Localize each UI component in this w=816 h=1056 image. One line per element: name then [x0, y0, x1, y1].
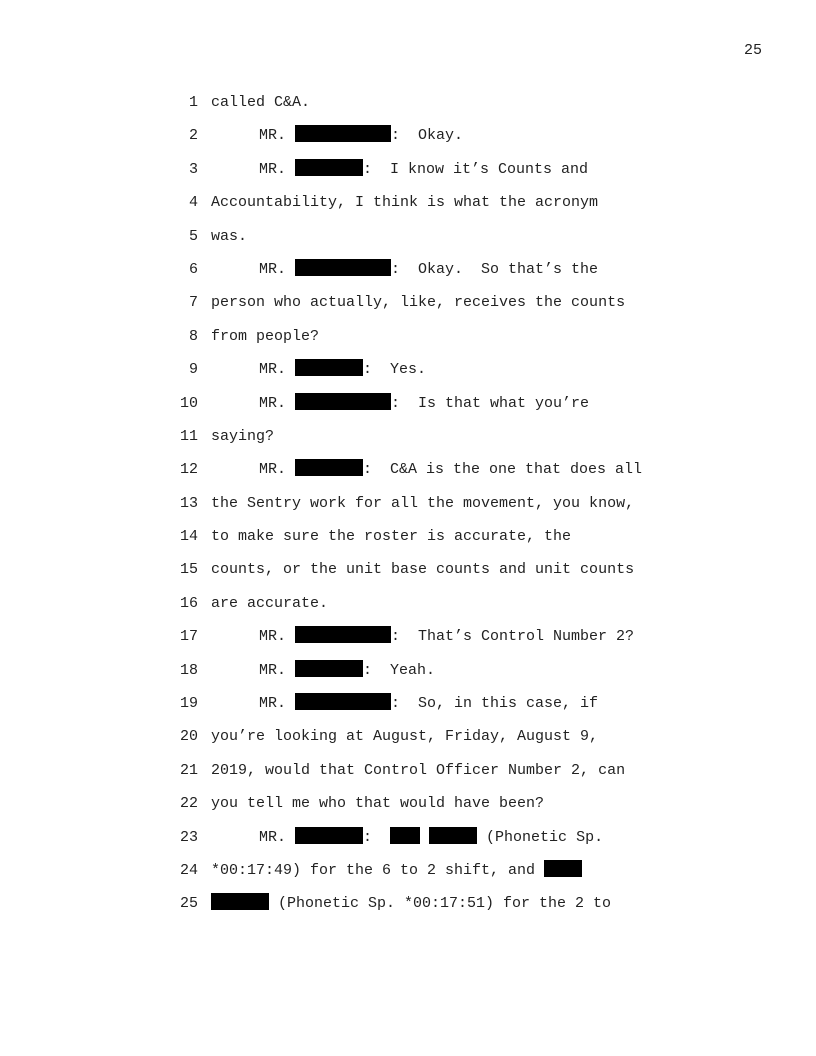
line-text: to make sure the roster is accurate, the — [211, 528, 572, 546]
transcript-line — [0, 526, 816, 559]
line-number: 12 — [179, 461, 198, 479]
redaction-bar — [295, 827, 363, 844]
line-number: 8 — [188, 327, 198, 345]
line-number: 13 — [179, 494, 198, 512]
line-text: counts, or the unit base counts and unit counts — [211, 561, 635, 579]
line-number: 10 — [179, 394, 198, 412]
transcript-line — [0, 159, 816, 192]
redaction-bar — [295, 159, 363, 176]
redaction-bar — [211, 893, 269, 910]
page-number: 25 — [743, 42, 762, 59]
line-text: are accurate. — [211, 594, 329, 612]
transcript-line — [0, 793, 816, 826]
line-number: 19 — [179, 695, 198, 713]
line-text: you tell me who that would have been? — [211, 795, 545, 813]
line-text: *00:17:49) for the 6 to 2 shift, and — [211, 860, 582, 882]
redaction-bar — [295, 359, 363, 376]
line-number: 23 — [179, 828, 198, 846]
line-text: saying? — [211, 427, 275, 445]
line-text: 2019, would that Control Officer Number 2, can — [211, 761, 626, 779]
transcript-line — [0, 893, 816, 926]
transcript-line — [0, 459, 816, 492]
line-number: 21 — [179, 761, 198, 779]
line-text: MR. : Is that what you’re — [259, 394, 590, 412]
redaction-bar — [295, 125, 391, 142]
line-number: 20 — [179, 728, 198, 746]
transcript-body — [0, 92, 816, 927]
transcript-line — [0, 125, 816, 158]
transcript-line — [0, 660, 816, 693]
transcript-line — [0, 493, 816, 526]
transcript-line — [0, 626, 816, 659]
line-text: MR. : Okay. — [259, 127, 464, 145]
line-number: 1 — [188, 94, 198, 111]
line-number: 24 — [179, 861, 198, 879]
transcript-line — [0, 92, 816, 125]
redaction-bar — [295, 259, 391, 276]
line-number: 2 — [188, 127, 198, 145]
redaction-bar — [295, 459, 363, 476]
line-number: 11 — [179, 427, 198, 445]
transcript-line — [0, 693, 816, 726]
line-number: 6 — [188, 260, 198, 278]
line-text: you’re looking at August, Friday, August 9, — [211, 728, 599, 746]
redaction-bar — [390, 827, 420, 844]
line-text: MR. : (Phonetic Sp. — [259, 828, 604, 846]
line-text: MR. : Okay. So that’s the — [259, 260, 599, 278]
line-text: the Sentry work for all the movement, you know, — [211, 494, 635, 512]
line-text: from people? — [211, 327, 320, 345]
transcript-line — [0, 593, 816, 626]
redaction-bar — [544, 860, 582, 877]
line-number: 9 — [188, 361, 198, 379]
redaction-bar — [295, 393, 391, 410]
transcript-line — [0, 860, 816, 893]
line-number: 7 — [188, 294, 198, 312]
line-text: person who actually, like, receives the counts — [211, 294, 626, 312]
line-number: 15 — [179, 561, 198, 579]
line-number: 17 — [179, 628, 198, 646]
transcript-line — [0, 226, 816, 259]
transcript-line — [0, 827, 816, 860]
line-number: 16 — [179, 594, 198, 612]
line-number: 22 — [179, 795, 198, 813]
transcript-line — [0, 726, 816, 759]
line-text: MR. : So, in this case, if — [259, 695, 599, 713]
transcript-line — [0, 292, 816, 325]
line-text: MR. : I know it’s Counts and — [259, 160, 589, 178]
line-number: 3 — [188, 160, 198, 178]
transcript-line — [0, 326, 816, 359]
transcript-line — [0, 192, 816, 225]
line-text: was. — [211, 227, 248, 245]
transcript-line — [0, 426, 816, 459]
line-text: MR. : That’s Control Number 2? — [259, 628, 635, 646]
redaction-bar — [295, 626, 391, 643]
redaction-bar — [295, 660, 363, 677]
transcript-line — [0, 393, 816, 426]
line-text: MR. : Yes. — [259, 361, 427, 379]
line-text: (Phonetic Sp. *00:17:51) for the 2 to — [211, 893, 611, 915]
transcript-line — [0, 259, 816, 292]
redaction-bar — [295, 693, 391, 710]
redaction-bar — [429, 827, 477, 844]
line-number: 4 — [188, 194, 198, 212]
line-text: called C&A. — [211, 94, 311, 111]
line-number: 14 — [179, 528, 198, 546]
transcript-line — [0, 760, 816, 793]
line-number: 25 — [179, 895, 198, 913]
line-number: 5 — [188, 227, 198, 245]
transcript-line — [0, 559, 816, 592]
line-text: MR. : C&A is the one that does all — [259, 461, 643, 479]
transcript-line — [0, 359, 816, 392]
line-text: MR. : Yeah. — [259, 661, 436, 679]
line-number: 18 — [179, 661, 198, 679]
line-text: Accountability, I think is what the acronym — [211, 194, 599, 212]
